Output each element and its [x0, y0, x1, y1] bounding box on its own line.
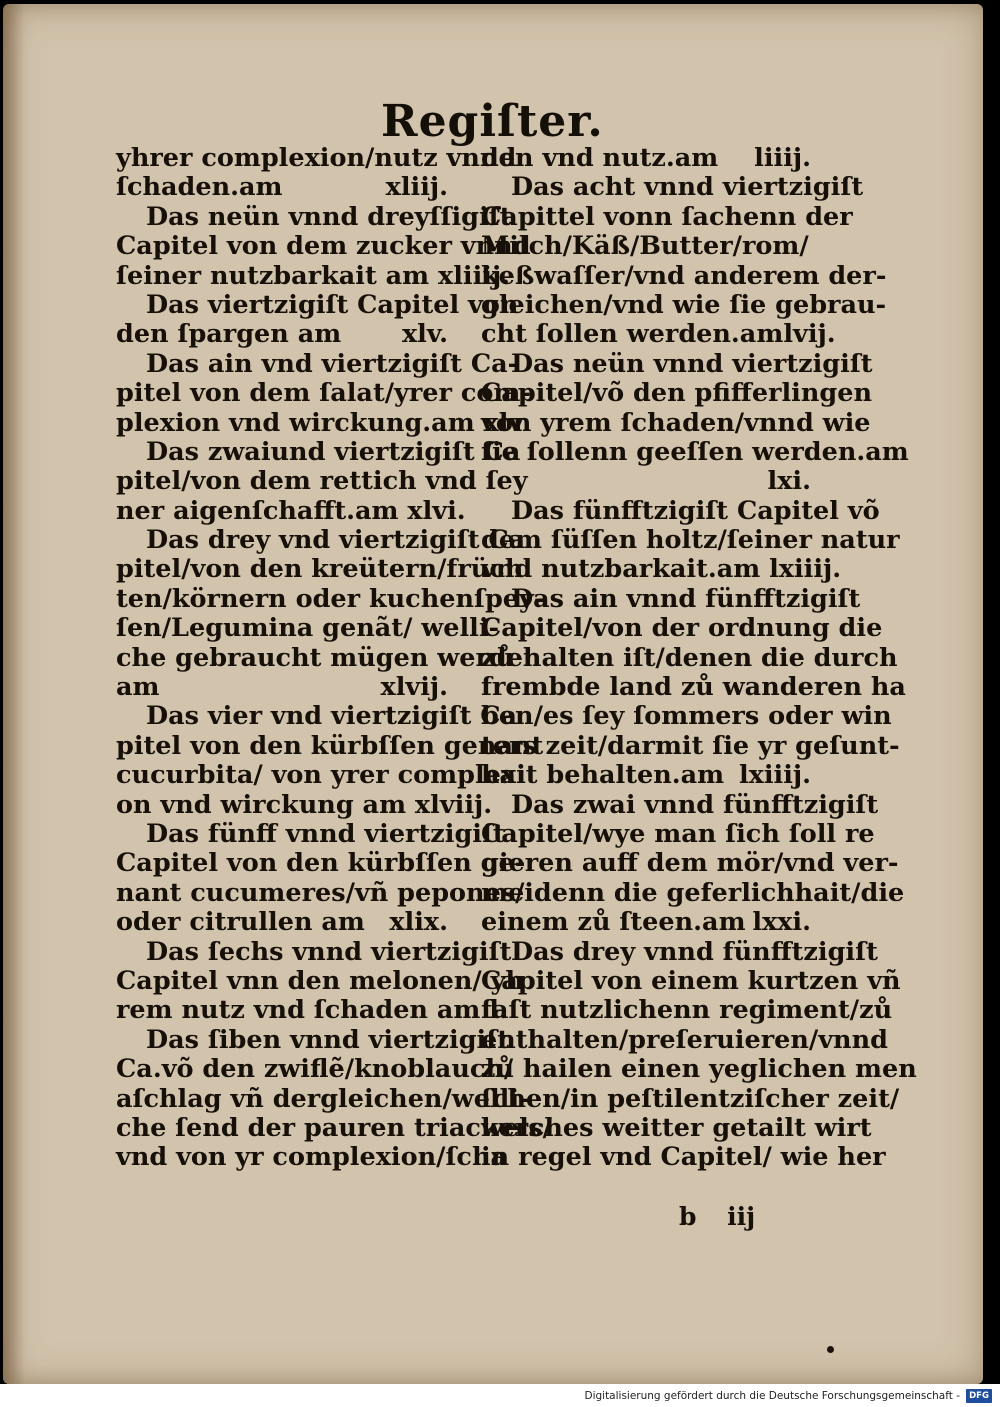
text-line: Das fünff vnnd viertzigiſt: [146, 818, 505, 849]
text-line: Das ain vnnd fünfftzigiſt: [511, 583, 861, 614]
page-reference: lxiiij.: [738, 760, 811, 791]
text-line: [481, 144, 819, 173]
page-reference: xlv.: [401, 319, 448, 350]
text-line: gleichen/vnd wie ſie gebrau-: [481, 289, 887, 320]
text-line: vnd nutzbarkait.am lxiiij.: [481, 554, 842, 585]
text-line: ſeiner nutzbarkait am xliiij.: [116, 260, 511, 291]
text-line: zů hailen einen yeglichen men: [481, 1054, 917, 1085]
text-line: ten/körnern oder kuchenſpey-: [116, 583, 545, 614]
text-line: Das ſechs vnnd viertzigiſt: [146, 936, 512, 967]
text-line: Capitel vnn den melonen/ yh: [116, 965, 524, 996]
entry-text: den vnd nutz.am: [481, 143, 719, 173]
entry-text: cht ſollen werden.am: [481, 319, 784, 350]
text-line: Das zwaiund viertzigiſt Ca: [146, 436, 521, 467]
text-line: aſchlag vñ dergleichen/welli-: [116, 1083, 530, 1114]
footer-bar: [0, 1384, 1000, 1407]
text-line: Das neün vnnd viertzigiſt: [511, 348, 873, 379]
page-reference: liiij.: [754, 143, 811, 173]
text-line: Das ſiben vnnd viertzigiſt: [146, 1024, 509, 1055]
entry-text: ſchaden.am: [116, 172, 283, 203]
text-line: yhrer complexion/nutz vnnd: [116, 143, 517, 173]
text-line: welches weitter getailt wirt: [481, 1112, 872, 1143]
text-line: Das ain vnd viertzigiſt Ca-: [146, 348, 519, 379]
entry-text: den ſpargen am: [116, 319, 342, 350]
text-line: zů halten iſt/denen die durch: [481, 642, 898, 673]
entry-text: hait behalten.am: [481, 760, 725, 791]
text-line: Das acht vnnd viertzigiſt: [511, 172, 864, 203]
text-line: Das neün vnnd dreyſſigiſt: [146, 201, 512, 232]
text-line: plexion vnd wirckung.am xlv: [116, 407, 524, 438]
page-reference: lxi.: [767, 466, 811, 497]
text-line: ſchen/in peſtilentziſcher zeit/: [481, 1083, 900, 1114]
text-line: Capitel von dem zucker vnnd: [116, 231, 531, 262]
text-line: ner aigenſchafft.am xlvi.: [116, 495, 466, 526]
text-line: enthalten/preſeruieren/vnnd: [481, 1024, 888, 1055]
text-line: keßwaſſer/vnd anderem der-: [481, 260, 887, 291]
text-line: Capitel/wye man ſich ſoll re: [481, 818, 875, 849]
text-line: [116, 173, 456, 202]
book-page: [3, 4, 983, 1384]
text-line: rem nutz vnd ſchaden am l.: [116, 995, 508, 1026]
text-line: ſen/Legumina genãt/ welli-: [116, 613, 500, 644]
entry-text: oder citrullen am: [116, 907, 365, 938]
text-line: [116, 673, 456, 702]
text-line: [116, 908, 456, 937]
text-line: ters zeit/darmit ſie yr geſunt-: [481, 730, 900, 761]
text-line: ben/es ſey ſommers oder win: [481, 701, 892, 732]
text-line: meidenn die geferlichhait/die: [481, 877, 905, 908]
text-line: cucurbita/ von yrer complexi: [116, 760, 526, 791]
page-reference: xlvij.: [380, 672, 448, 703]
text-line: gieren auff dem mör/vnd ver-: [481, 848, 899, 879]
text-line: [481, 761, 819, 790]
entry-text: einem zů ſteen.am: [481, 907, 746, 938]
text-line: Milch/Käß/Butter/rom/: [481, 231, 809, 262]
text-line: in regel vnd Capitel/ wie her: [481, 1142, 886, 1173]
page-reference: lvij.: [783, 319, 836, 350]
ink-dot: [827, 1346, 834, 1353]
text-line: ſie ſollenn geeſſen werden.am: [481, 436, 909, 467]
page-reference: xliij.: [385, 172, 448, 203]
entry-text: am: [116, 672, 160, 703]
text-line: Das fünfftzigiſt Capitel võ: [511, 495, 880, 526]
text-line: Capitel/von der ordnung die: [481, 613, 883, 644]
footer-text: Digitalisierung gefördert durch die Deutsche Forschungsgemeinschaft -: [584, 1389, 960, 1402]
text-line: Capitel von einem kurtzen vñ: [481, 965, 901, 996]
text-line: pitel/von den kreütern/früch: [116, 554, 524, 585]
text-line: Capitel von den kürbſſen ge-: [116, 848, 526, 879]
text-line: faſt nutzlichenn regiment/zů: [481, 995, 893, 1026]
text-line: Capittel vonn ſachenn der: [481, 201, 853, 232]
page-title: Regiſter.: [381, 96, 604, 147]
text-line: von yrem ſchaden/vnnd wie: [481, 407, 871, 438]
text-line: che ſend der pauren triackers/: [116, 1112, 552, 1143]
text-line: [481, 467, 819, 496]
text-line: Das vier vnd viertzigiſt Ca: [146, 701, 518, 732]
text-line: Capitel/võ den pfifferlingen: [481, 378, 872, 409]
dfg-logo: DFG: [966, 1389, 992, 1403]
text-line: Ca.võ den zwiflẽ/knoblauch/: [116, 1054, 514, 1085]
text-line: Das zwai vnnd fünfftzigiſt: [511, 789, 879, 820]
text-line: frembde land zů wanderen ha: [481, 672, 906, 703]
text-line: [481, 319, 836, 350]
text-line: pitel von dem ſalat/yrer com-: [116, 378, 531, 409]
text-line: Das drey vnnd fünfftzigiſt: [511, 936, 878, 967]
signature-mark: b iij: [679, 1202, 756, 1231]
text-line: on vnd wirckung am xlviij.: [116, 789, 493, 820]
left-text-column: [116, 143, 552, 1173]
text-line: [116, 320, 456, 349]
page-reference: lxxi.: [752, 907, 811, 938]
text-line: vnd von yr complexion/ſcha: [116, 1142, 508, 1173]
page-reference: xlix.: [389, 907, 448, 938]
text-line: pitel von den kürbſſen genant: [116, 730, 544, 761]
text-line: [481, 908, 819, 937]
text-line: nant cucumeres/vñ pepones/: [116, 877, 525, 908]
text-line: che gebraucht mügen werden: [116, 642, 542, 673]
text-line: Das drey vnd viertzigiſt Ca: [146, 525, 526, 556]
text-line: dem ſüſſen holtz/ſeiner natur: [481, 525, 900, 556]
right-text-column: [481, 143, 917, 1173]
text-line: Das viertzigiſt Capitel von: [146, 289, 519, 320]
text-line: pitel/von dem rettich vnd ſey: [116, 466, 528, 497]
